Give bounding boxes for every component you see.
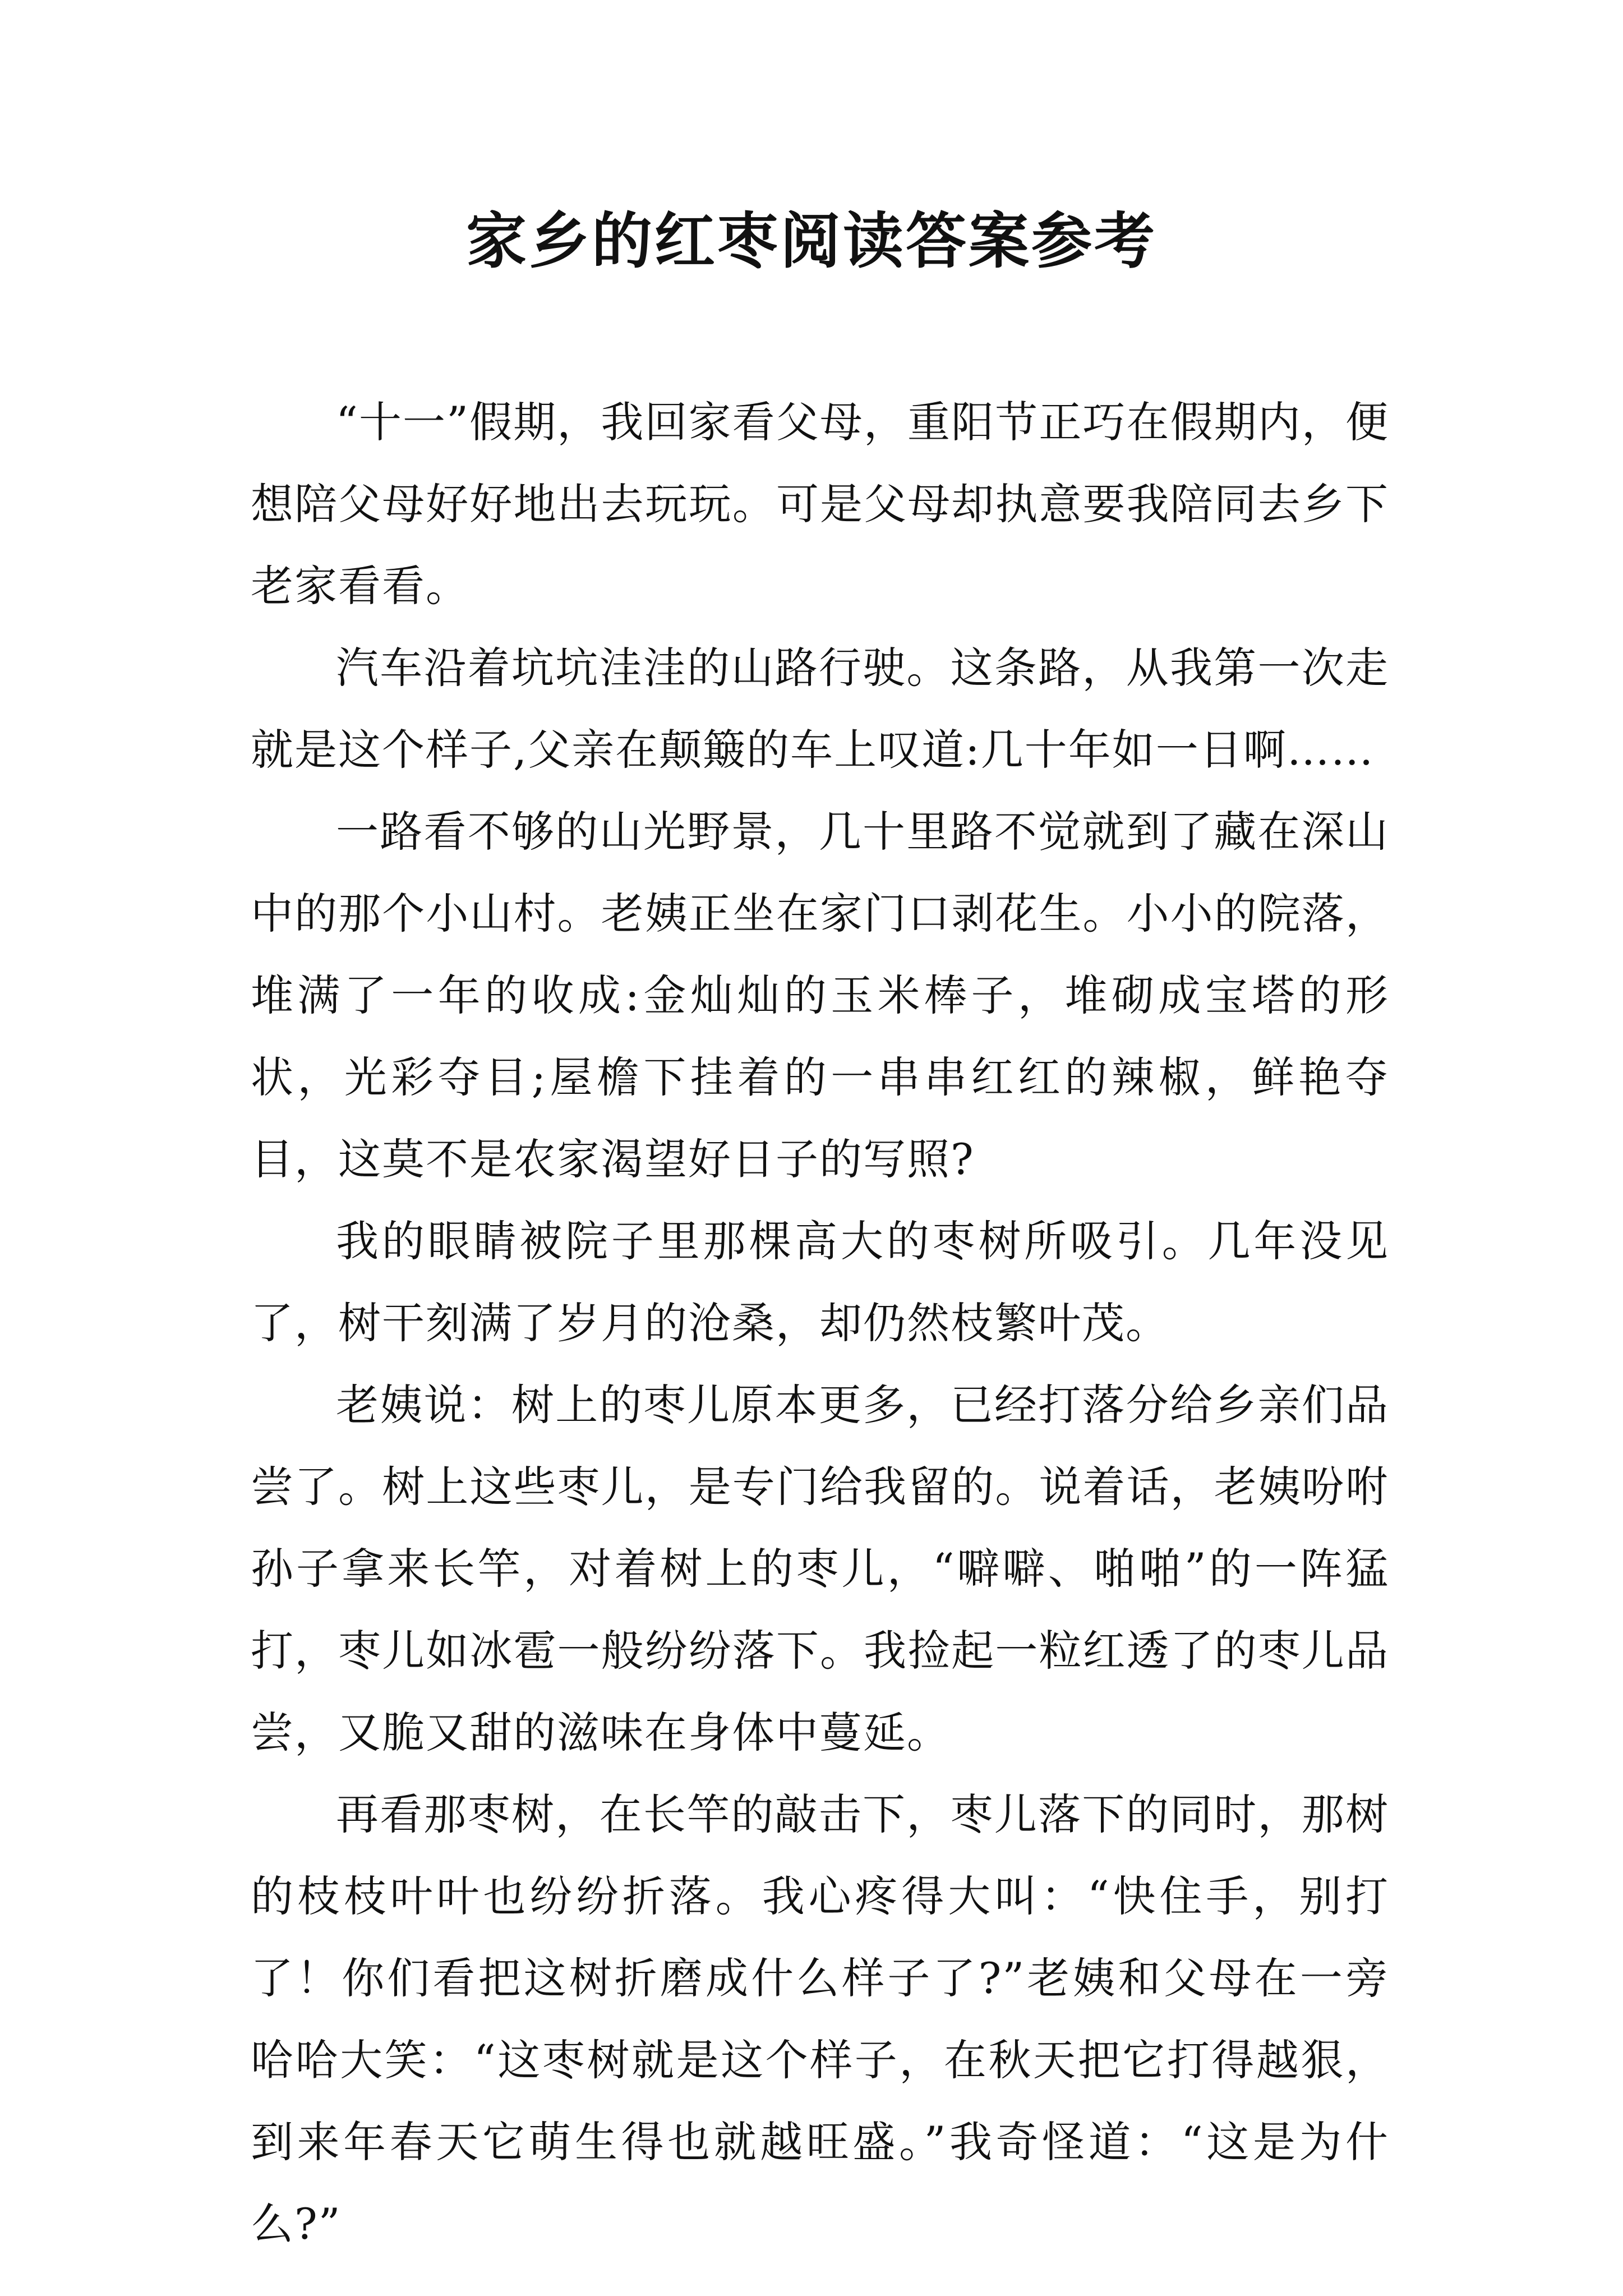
paragraph-4: 我的眼睛被院子里那棵高大的枣树所吸引。几年没见了，树干刻满了岁月的沧桑，却仍然枝繁叶茂。 [251,1216,1389,1348]
paragraph-2: 汽车沿着坑坑洼洼的山路行驶。这条路，从我第一次走就是这个样子,父亲在颠簸的车上叹道:几十年如一日啊…… [251,643,1389,775]
document-title: 家乡的红枣阅读答案参考 [465,206,1157,277]
paragraph-5: 老姨说：树上的枣儿原本更多，已经打落分给乡亲们品尝了。树上这些枣儿，是专门给我留的。说着话，老姨吩咐孙子拿来长竿，对着树上的枣儿，“噼噼、啪啪”的一阵猛打，枣儿如冰雹一般纷纷落下。我捡起一粒红透了的枣儿品尝，又脆又甜的滋味在身体中蔓延。 [251,1380,1389,1757]
paragraph-3: 一路看不够的山光野景，几十里路不觉就到了藏在深山中的那个小山村。老姨正坐在家门口剥花生。小小的院落，堆满了一年的收成:金灿灿的玉米棒子，堆砌成宝塔的形状，光彩夺目;屋檐下挂着的一串串红红的辣椒，鲜艳夺目，这莫不是农家渴望好日子的写照? [251,807,1389,1184]
paragraph-1: “十一”假期，我回家看父母，重阳节正巧在假期内，便想陪父母好好地出去玩玩。可是父母却执意要我陪同去乡下老家看看。 [251,397,1389,611]
document-body [251,381,1389,2265]
paragraph-6: 再看那枣树，在长竿的敲击下，枣儿落下的同时，那树的枝枝叶叶也纷纷折落。我心疼得大叫：“快住手，别打了！你们看把这树折磨成什么样子了?”老姨和父母在一旁哈哈大笑：“这枣树就是这个样子，在秋天把它打得越狠，到来年春天它萌生得也就越旺盛。”我奇怪道：“这是为什么?” [251,1789,1389,2249]
